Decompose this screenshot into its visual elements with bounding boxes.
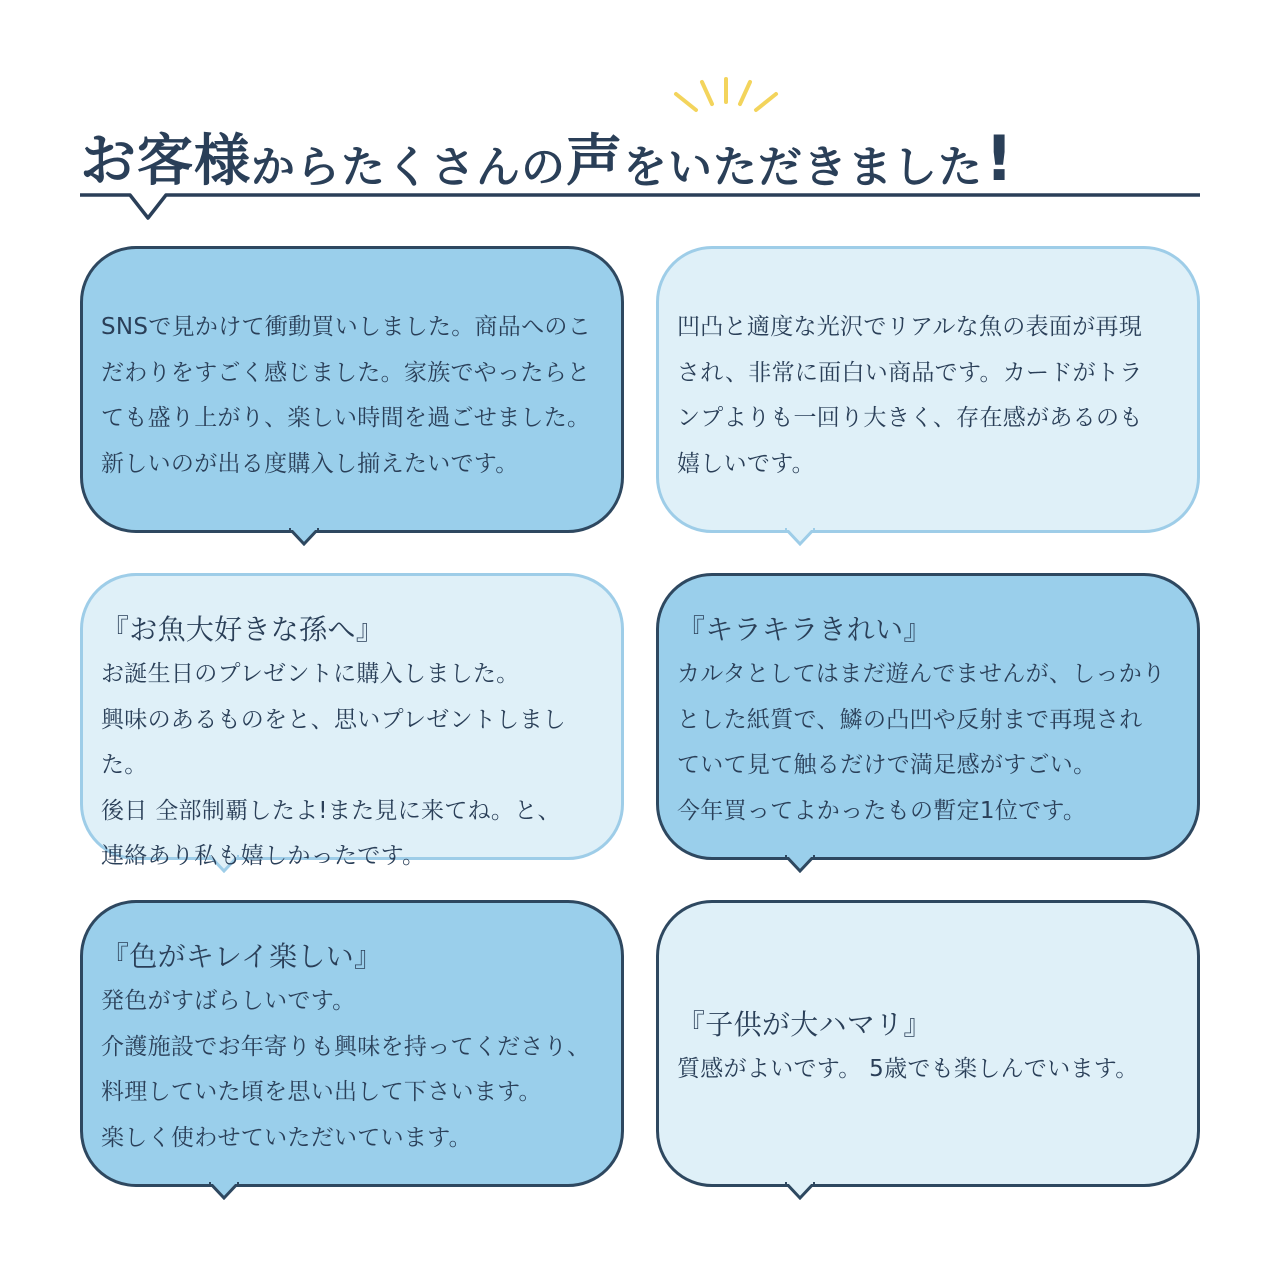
review-line: 嬉しいです。: [677, 450, 815, 477]
review-bubble: [656, 246, 1200, 533]
review-line: 後日 全部制覇したよ!また見に来てね。と、: [101, 797, 561, 824]
review-bubble: [80, 900, 624, 1187]
review-bubble: [656, 573, 1200, 860]
review-title: 『キラキラきれい』: [677, 613, 932, 646]
review-line: 今年買ってよかったもの暫定1位です。: [677, 797, 1087, 824]
title-underline-icon: [78, 190, 1204, 226]
review-title: 『お魚大好きな孫へ』: [101, 613, 385, 646]
review-line: 料理していた頃を思い出して下さいます。: [101, 1079, 542, 1105]
review-bubble: [656, 900, 1200, 1187]
review-line: ていて見て触るだけで満足感がすごい。: [677, 752, 1097, 778]
review-line: 凹凸と適度な光沢でリアルな魚の表面が再現: [677, 314, 1143, 340]
review-line: お誕生日のプレゼントに購入しました。: [101, 661, 520, 687]
review-text: [101, 305, 611, 487]
sparkle-rays-icon: [670, 76, 790, 120]
title-exclamation: !: [985, 122, 1015, 195]
review-bubble: [80, 573, 624, 869]
review-line: SNSで見かけて衝動買いしました。商品へのこ: [101, 314, 592, 340]
review-line: 質感がよいです。 5歳でも楽しんでいます。: [677, 1056, 1139, 1082]
bubble-tail-icon: [785, 1182, 815, 1200]
review-line: 新しいのが出る度購入し揃えたいです。: [101, 450, 519, 477]
bubble-tail-icon: [209, 1182, 239, 1200]
title-part: からたくさん: [251, 142, 521, 193]
bubble-tail-icon: [785, 855, 815, 873]
review-text: [101, 935, 611, 1161]
review-text: [677, 1003, 1187, 1093]
bubble-tail-icon: [785, 528, 815, 546]
review-line: カルタとしてはまだ遊んでませんが、しっかり: [677, 661, 1166, 687]
review-title: 『色がキレイ楽しい』: [101, 940, 383, 973]
title-part: の: [521, 142, 566, 193]
review-line: 連絡あり私も嬉しかったです。: [101, 843, 426, 869]
review-line: だわりをすごく感じました。家族でやったらと: [101, 359, 591, 386]
bubble-tail-icon: [289, 528, 319, 546]
review-line: 発色がすばらしいです。: [101, 988, 356, 1014]
review-text: [677, 608, 1187, 834]
review-text: [677, 305, 1187, 487]
review-line: ても盛り上がり、楽しい時間を過ごせました。: [101, 405, 591, 431]
title-part-voice: 声: [566, 129, 623, 194]
review-line: とした紙質で、鱗の凸凹や反射まで再現され: [677, 706, 1143, 733]
review-bubble: [80, 246, 624, 533]
review-line: 介護施設でお年寄りも興味を持ってくださり、: [101, 1033, 591, 1060]
review-title: 『子供が大ハマリ』: [677, 1008, 932, 1041]
review-line: ンプよりも一回り大きく、存在感があるのも: [677, 405, 1143, 431]
title-part: お客様: [80, 129, 251, 194]
page-title: [80, 100, 1210, 195]
review-line: され、非常に面白い商品です。カードがトラ: [677, 359, 1143, 386]
title-part: をいただきました: [623, 142, 983, 193]
review-line: 楽しく使わせていただいています。: [101, 1124, 472, 1151]
review-line: 興味のあるものをと、思いプレゼントしました。: [101, 706, 567, 778]
review-text: [101, 608, 611, 880]
